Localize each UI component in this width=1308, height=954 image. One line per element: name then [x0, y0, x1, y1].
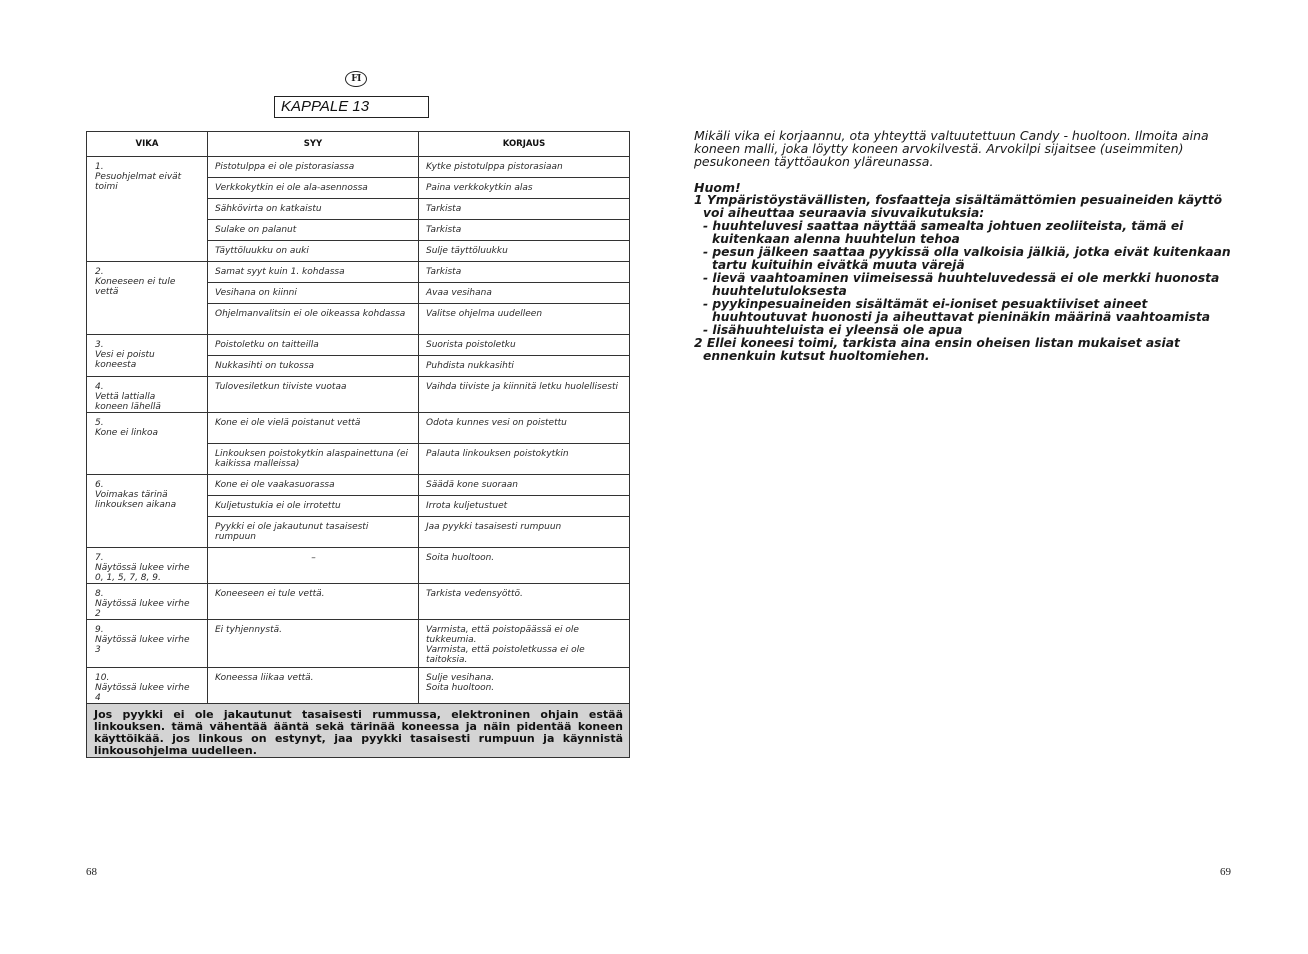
table-row [87, 262, 630, 283]
fix-cell: Soita huoltoon. [419, 548, 630, 584]
fix-cell: Jaa pyykki tasaisesti rumpuun [419, 517, 630, 548]
fault-cell [87, 584, 208, 620]
header-korjaus: KORJAUS [419, 132, 630, 157]
fault-text: Vettä lattialla koneen lähellä [95, 392, 161, 412]
fix-cell: Tarkista [419, 220, 630, 241]
table-row [87, 620, 630, 668]
fix-cell: Odota kunnes vesi on poistettu [419, 413, 630, 444]
right-column [694, 129, 1234, 363]
table-footer-row [87, 704, 630, 758]
fix-line: Sulje vesihana. [426, 673, 495, 683]
cause-cell: Linkouksen poistokytkin alaspainettuna (ei kaikissa malleissa) [208, 444, 419, 475]
cause-cell: Koneessa liikaa vettä. [208, 668, 419, 704]
note-bullet: - huuhteluvesi saattaa näyttää samealta johtuen zeoliiteista, tämä ei kuitenkaan alenna huuhtelun tehoa [703, 219, 1184, 246]
fault-number: 8. [95, 589, 104, 599]
fault-text: Pesuohjelmat eivät toimi [95, 172, 182, 192]
header-syy: SYY [208, 132, 419, 157]
cause-cell: Kuljetustukia ei ole irrotettu [208, 496, 419, 517]
table-row [87, 335, 630, 356]
cause-cell: Tulovesiletkun tiiviste vuotaa [208, 377, 419, 413]
note-heading: Huom! [694, 180, 741, 195]
fix-cell: Tarkista [419, 199, 630, 220]
fault-text: Vesi ei poistu koneesta [95, 350, 155, 370]
note-bullet: - lisähuuhteluista ei yleensä ole apua [703, 323, 963, 337]
fault-cell [87, 335, 208, 377]
fix-cell: Palauta linkouksen poistokytkin [419, 444, 630, 475]
cause-cell: Kone ei ole vielä poistanut vettä [208, 413, 419, 444]
note-list [694, 194, 1234, 363]
fix-cell: Tarkista [419, 262, 630, 283]
fault-number: 1. [95, 162, 104, 172]
cause-cell: Täyttöluukku on auki [208, 241, 419, 262]
header-vika: VIKA [87, 132, 208, 157]
fix-cell: Paina verkkokytkin alas [419, 178, 630, 199]
cause-cell: Poistoletku on taitteilla [208, 335, 419, 356]
troubleshooting-table [86, 131, 630, 758]
table-row [87, 584, 630, 620]
fix-cell: Valitse ohjelma uudelleen [419, 304, 630, 335]
fix-cell: Tarkista vedensyöttö. [419, 584, 630, 620]
fix-line: Soita huoltoon. [426, 683, 495, 693]
fault-number: 2. [95, 267, 104, 277]
cause-cell: Sähkövirta on katkaistu [208, 199, 419, 220]
chapter-title: KAPPALE 13 [274, 96, 429, 118]
table-row [87, 157, 630, 178]
note-item: 1 Ympäristöystävällisten, fosfaatteja sisältämättömien pesuaineiden käyttö voi aiheuttaa seuraavia sivuvaikutuksia: [694, 193, 1223, 220]
fault-text: Näytössä lukee virhe 0, 1, 5, 7, 8, 9. [95, 563, 190, 583]
fault-number: 7. [95, 553, 104, 563]
fault-number: 5. [95, 418, 104, 428]
cause-cell: Pyykki ei ole jakautunut tasaisesti rumpuun [208, 517, 419, 548]
cause-cell: Nukkasihti on tukossa [208, 356, 419, 377]
page-number-right: 69 [1220, 866, 1231, 878]
fault-cell [87, 413, 208, 475]
page-number-left: 68 [86, 866, 97, 878]
cause-cell: – [208, 548, 419, 584]
fix-cell: Kytke pistotulppa pistorasiaan [419, 157, 630, 178]
fix-cell: Puhdista nukkasihti [419, 356, 630, 377]
fault-text: Näytössä lukee virhe 2 [95, 599, 190, 619]
note-item: 2 Ellei koneesi toimi, tarkista aina ensin oheisen listan mukaiset asiat ennenkuin kutsut huoltomiehen. [694, 336, 1180, 363]
fault-number: 4. [95, 382, 104, 392]
fault-number: 9. [95, 625, 104, 635]
fix-cell [419, 668, 630, 704]
cause-cell: Pistotulppa ei ole pistorasiassa [208, 157, 419, 178]
note-bullet: - pesun jälkeen saattaa pyykissä olla valkoisia jälkiä, jotka eivät kuitenkaan tartu kuituihin eivätkä muuta värejä [703, 245, 1231, 272]
table-row [87, 377, 630, 413]
cause-cell: Sulake on palanut [208, 220, 419, 241]
fault-cell [87, 475, 208, 548]
table-row [87, 413, 630, 444]
fault-text: Näytössä lukee virhe 4 [95, 683, 190, 703]
language-badge: FI [345, 71, 367, 87]
fix-line: Varmista, että poistopäässä ei ole tukkeumia. [426, 625, 579, 645]
fix-cell: Suorista poistoletku [419, 335, 630, 356]
cause-cell: Kone ei ole vaakasuorassa [208, 475, 419, 496]
cause-cell: Koneeseen ei tule vettä. [208, 584, 419, 620]
fault-cell [87, 548, 208, 584]
fault-cell [87, 262, 208, 335]
table-header-row [87, 132, 630, 157]
fault-cell [87, 377, 208, 413]
fix-line: Varmista, että poistoletkussa ei ole taitoksia. [426, 645, 585, 665]
fault-number: 3. [95, 340, 104, 350]
fix-cell: Säädä kone suoraan [419, 475, 630, 496]
table-row [87, 668, 630, 704]
fix-cell: Avaa vesihana [419, 283, 630, 304]
cause-cell: Ei tyhjennystä. [208, 620, 419, 668]
cause-cell: Ohjelmanvalitsin ei ole oikeassa kohdassa [208, 304, 419, 335]
fix-cell: Irrota kuljetustuet [419, 496, 630, 517]
fix-cell: Vaihda tiiviste ja kiinnitä letku huolellisesti [419, 377, 630, 413]
cause-cell: Vesihana on kiinni [208, 283, 419, 304]
service-intro: Mikäli vika ei korjaannu, ota yhteyttä valtuutettuun Candy - huoltoon. Ilmoita aina koneen malli, joka löytty koneen arvokilvestä. Arvokilpi sijaitsee (useimmiten) pesukoneen täyttöaukon yläreunassa. [694, 128, 1209, 169]
note-bullet: - lievä vaahtoaminen viimeisessä huuhteluvedessä ei ole merkki huonosta huuhtelutuloksesta [703, 271, 1220, 298]
table-row [87, 475, 630, 496]
fault-number: 10. [95, 673, 110, 683]
cause-cell: Verkkokytkin ei ole ala-asennossa [208, 178, 419, 199]
note-bullet: - pyykinpesuaineiden sisältämät ei-ioniset pesuaktiiviset aineet huuhtoutuvat huonosti ja aiheuttavat pieninäkin määrinä vaahtoamista [703, 297, 1211, 324]
fix-cell: Sulje täyttöluukku [419, 241, 630, 262]
fault-cell [87, 157, 208, 262]
fix-cell [419, 620, 630, 668]
fault-text: Kone ei linkoa [95, 428, 159, 438]
fault-text: Näytössä lukee virhe 3 [95, 635, 190, 655]
fault-cell [87, 668, 208, 704]
fault-text: Koneeseen ei tule vettä [95, 277, 176, 297]
footer-note: Jos pyykki ei ole jakautunut tasaisesti rummussa, elektroninen ohjain estää linkouksen. tämä vähentää ääntä sekä tärinää koneessa ja näin pidentää koneen käyttöikää. jos linkous on estynyt, jaa pyykki tasaisesti rumpuun ja käynnistä linkousohjelma uudelleen. [87, 704, 630, 758]
table-row [87, 548, 630, 584]
fault-number: 6. [95, 480, 104, 490]
fault-text: Voimakas tärinä linkouksen aikana [95, 490, 177, 510]
fault-cell [87, 620, 208, 668]
cause-cell: Samat syyt kuin 1. kohdassa [208, 262, 419, 283]
